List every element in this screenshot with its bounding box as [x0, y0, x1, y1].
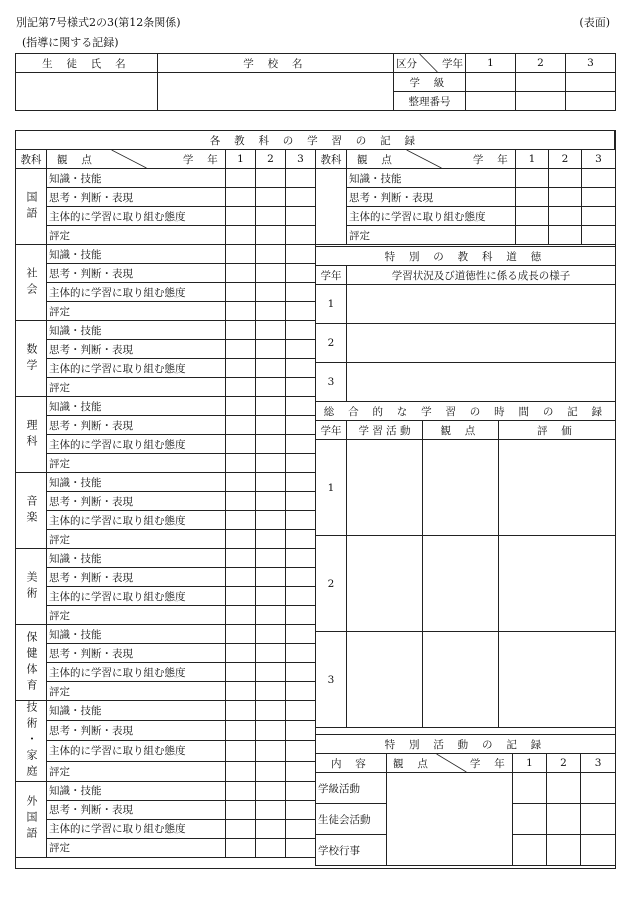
grade-cell[interactable]: [582, 207, 616, 226]
integrated-activity-header: 学 習 活 動: [347, 421, 423, 440]
special-row-label: 学級活動: [316, 773, 387, 804]
item-label: 主体的に学習に取り組む態度: [47, 819, 226, 838]
grade-cell[interactable]: [256, 492, 286, 511]
page-side-label: (表面): [579, 16, 610, 29]
seiri-label: 整理番号: [394, 92, 466, 111]
grade-cell[interactable]: [226, 663, 256, 682]
item-label: 評定: [47, 226, 226, 245]
grade-cell[interactable]: [256, 188, 286, 207]
grade-cell[interactable]: [256, 207, 286, 226]
grade-cell[interactable]: [582, 169, 616, 188]
grade-cell[interactable]: [516, 207, 549, 226]
grade-cell[interactable]: [226, 207, 256, 226]
col-subject-header: 教科: [16, 150, 47, 169]
grade-cell[interactable]: [286, 169, 316, 188]
form-title: 別記第7号様式2の3(第12条関係): [16, 16, 181, 29]
col-subject-header: 教科: [316, 150, 347, 169]
grade-cell[interactable]: [513, 773, 547, 804]
item-label: 主体的に学習に取り組む態度: [47, 741, 226, 761]
item-label: 知識・技能: [47, 701, 226, 721]
integrated-title: 総 合 的 な 学 習 の 時 間 の 記 録: [316, 402, 616, 421]
grade-cell[interactable]: [226, 435, 256, 454]
grade-cell[interactable]: [226, 549, 256, 568]
grade-cell[interactable]: [256, 378, 286, 397]
moral-grade-1-text[interactable]: [347, 285, 616, 324]
grade-cell[interactable]: [256, 169, 286, 188]
grade-cell[interactable]: [256, 701, 286, 721]
grade-cell[interactable]: [286, 454, 316, 473]
grade-cell[interactable]: [256, 663, 286, 682]
grade-cell[interactable]: [286, 682, 316, 701]
grade-cell[interactable]: [226, 397, 256, 416]
grade-cell[interactable]: [286, 264, 316, 283]
item-label: 知識・技能: [47, 245, 226, 264]
grade-cell[interactable]: [256, 838, 286, 857]
grade-cell[interactable]: [256, 416, 286, 435]
grade-cell[interactable]: [226, 606, 256, 625]
integrated-study-table: [315, 401, 616, 728]
grade-cell[interactable]: [547, 773, 581, 804]
item-label: 主体的に学習に取り組む態度: [47, 435, 226, 454]
grade-cell[interactable]: [226, 473, 256, 492]
grade-cell[interactable]: [256, 761, 286, 781]
grade-cell[interactable]: [226, 568, 256, 587]
grade-cell[interactable]: [256, 283, 286, 302]
moral-table: [315, 246, 616, 402]
item-label: 思考・判断・表現: [47, 568, 226, 587]
grade-cell[interactable]: [286, 838, 316, 857]
grade-cell[interactable]: [226, 492, 256, 511]
subject-name: 国語: [16, 169, 47, 245]
grade-cell[interactable]: [286, 359, 316, 378]
activity-cell[interactable]: [347, 632, 423, 728]
grade-cell[interactable]: [547, 804, 581, 835]
grade-cell[interactable]: [286, 473, 316, 492]
grade-3-header: 3: [566, 54, 616, 73]
item-label: 思考・判断・表現: [47, 264, 226, 283]
grade-cell[interactable]: [549, 226, 582, 245]
viewpoint-grade-header: 観 点 学 年: [347, 150, 516, 169]
grade-cell[interactable]: [286, 302, 316, 321]
grade-cell[interactable]: [286, 321, 316, 340]
item-label: 評定: [47, 530, 226, 549]
grade-cell[interactable]: [547, 835, 581, 866]
item-label: 主体的に学習に取り組む態度: [47, 283, 226, 302]
moral-grade-2: 2: [316, 324, 347, 363]
special-row-label: 学校行事: [316, 835, 387, 866]
grade-cell[interactable]: [286, 245, 316, 264]
special-row-label: 生徒会活動: [316, 804, 387, 835]
grade-cell[interactable]: [226, 378, 256, 397]
grade-cell[interactable]: [286, 701, 316, 721]
grade-cell[interactable]: [226, 226, 256, 245]
grade-cell[interactable]: [286, 226, 316, 245]
grade-cell[interactable]: [256, 781, 286, 800]
grade-cell[interactable]: [581, 835, 616, 866]
grade-cell[interactable]: [549, 207, 582, 226]
grade-cell[interactable]: [226, 819, 256, 838]
grade-cell[interactable]: [286, 761, 316, 781]
grade-3-header: 3: [581, 754, 616, 773]
grade-1-header: 1: [516, 150, 549, 169]
item-label: 主体的に学習に取り組む態度: [47, 207, 226, 226]
eval-cell[interactable]: [499, 536, 616, 632]
grade-cell[interactable]: [256, 644, 286, 663]
grade-2-header: 2: [549, 150, 582, 169]
grade-cell[interactable]: [226, 283, 256, 302]
grade-cell[interactable]: [286, 397, 316, 416]
student-name-header: 生 徒 氏 名: [16, 54, 158, 73]
grade-cell[interactable]: [286, 283, 316, 302]
grade-cell[interactable]: [226, 761, 256, 781]
integrated-grade-1: 1: [316, 440, 347, 536]
subjects-right-table: [315, 149, 616, 245]
grade-cell[interactable]: [286, 781, 316, 800]
special-title: 特 別 活 動 の 記 録: [316, 735, 616, 754]
grade-cell[interactable]: [286, 606, 316, 625]
grade-cell[interactable]: [256, 454, 286, 473]
subject-name: 外国語: [16, 781, 47, 857]
moral-grade-2-text[interactable]: [347, 324, 616, 363]
grade-1-header: 1: [466, 54, 516, 73]
eval-cell[interactable]: [499, 632, 616, 728]
grade-cell[interactable]: [256, 530, 286, 549]
extra-subject-cell[interactable]: [316, 169, 347, 245]
grade-cell[interactable]: [513, 804, 547, 835]
subjects-record-title: 各 教 科 の 学 習 の 記 録: [15, 130, 615, 150]
item-label: 知識・技能: [347, 169, 516, 188]
grade-cell[interactable]: [226, 302, 256, 321]
grade-cell[interactable]: [226, 454, 256, 473]
grade-cell[interactable]: [286, 819, 316, 838]
moral-title: 特 別 の 教 科 道 徳: [316, 247, 616, 266]
item-label: 評定: [47, 378, 226, 397]
item-label: 知識・技能: [47, 549, 226, 568]
subject-name: 音楽: [16, 473, 47, 549]
grade-cell[interactable]: [513, 835, 547, 866]
activity-cell[interactable]: [347, 440, 423, 536]
grade-cell[interactable]: [256, 340, 286, 359]
item-label: 思考・判断・表現: [47, 340, 226, 359]
grade-cell[interactable]: [256, 549, 286, 568]
subjects-left-table: [15, 149, 316, 858]
class-g1[interactable]: [466, 73, 516, 92]
item-label: 評定: [47, 606, 226, 625]
subject-name: 美術: [16, 549, 47, 625]
grade-cell[interactable]: [226, 321, 256, 340]
item-label: 思考・判断・表現: [47, 492, 226, 511]
special-content-header: 内 容: [316, 754, 387, 773]
item-label: 評定: [47, 302, 226, 321]
item-label: 主体的に学習に取り組む態度: [47, 511, 226, 530]
item-label: 知識・技能: [47, 781, 226, 800]
special-viewpoint-cell[interactable]: [387, 773, 513, 866]
grade-cell[interactable]: [286, 378, 316, 397]
grade-2-header: 2: [547, 754, 581, 773]
moral-content-header: 学習状況及び道徳性に係る成長の様子: [347, 266, 616, 285]
grade-cell[interactable]: [256, 359, 286, 378]
item-label: 評定: [47, 682, 226, 701]
moral-grade-1: 1: [316, 285, 347, 324]
grade-cell[interactable]: [256, 800, 286, 819]
class-label: 学 級: [394, 73, 466, 92]
integrated-grade-3: 3: [316, 632, 347, 728]
grade-cell[interactable]: [286, 568, 316, 587]
item-label: 思考・判断・表現: [47, 416, 226, 435]
item-label: 思考・判断・表現: [47, 644, 226, 663]
grade-cell[interactable]: [256, 473, 286, 492]
item-label: 思考・判断・表現: [47, 188, 226, 207]
special-viewpoint-grade-header: 観 点 学 年: [387, 754, 513, 773]
grade-cell[interactable]: [226, 359, 256, 378]
grade-cell[interactable]: [226, 800, 256, 819]
grade-cell[interactable]: [286, 207, 316, 226]
integrated-viewpoint-header: 観 点: [423, 421, 499, 440]
student-name-field[interactable]: [16, 73, 158, 111]
grade-cell[interactable]: [226, 188, 256, 207]
grade-cell[interactable]: [286, 663, 316, 682]
grade-cell[interactable]: [286, 435, 316, 454]
grade-1-header: 1: [513, 754, 547, 773]
grade-cell[interactable]: [256, 264, 286, 283]
moral-grade-3-text[interactable]: [347, 363, 616, 402]
item-label: 知識・技能: [47, 397, 226, 416]
seiri-g2[interactable]: [516, 92, 566, 111]
grade-cell[interactable]: [286, 511, 316, 530]
grade-cell[interactable]: [256, 741, 286, 761]
grade-cell[interactable]: [256, 397, 286, 416]
item-label: 思考・判断・表現: [47, 800, 226, 819]
grade-3-header: 3: [582, 150, 616, 169]
item-label: 主体的に学習に取り組む態度: [347, 207, 516, 226]
grade-cell[interactable]: [226, 340, 256, 359]
grade-cell[interactable]: [286, 721, 316, 741]
item-label: 主体的に学習に取り組む態度: [47, 663, 226, 682]
class-g3[interactable]: [566, 73, 616, 92]
grade-cell[interactable]: [226, 416, 256, 435]
item-label: 主体的に学習に取り組む態度: [47, 587, 226, 606]
grade-cell[interactable]: [256, 511, 286, 530]
grade-cell[interactable]: [226, 838, 256, 857]
grade-cell[interactable]: [256, 435, 286, 454]
activity-cell[interactable]: [347, 536, 423, 632]
grade-cell[interactable]: [226, 245, 256, 264]
integrated-grade-2: 2: [316, 536, 347, 632]
eval-cell[interactable]: [499, 440, 616, 536]
grade-cell[interactable]: [581, 773, 616, 804]
grade-cell[interactable]: [226, 781, 256, 800]
grade-cell[interactable]: [549, 188, 582, 207]
grade-cell[interactable]: [256, 321, 286, 340]
subject-name: 理科: [16, 397, 47, 473]
viewpoint-grade-header: 観 点 学 年: [47, 150, 226, 169]
grade-cell[interactable]: [516, 169, 549, 188]
grade-cell[interactable]: [286, 416, 316, 435]
grade-cell[interactable]: [582, 226, 616, 245]
grade-cell[interactable]: [226, 701, 256, 721]
grade-cell[interactable]: [516, 188, 549, 207]
grade-cell[interactable]: [256, 625, 286, 644]
form-subtitle: (指導に関する記録): [22, 36, 119, 49]
moral-grade-header: 学年: [316, 266, 347, 285]
integrated-grade-header: 学年: [316, 421, 347, 440]
special-activities-table: [315, 734, 616, 866]
viewpoint-cell[interactable]: [423, 440, 499, 536]
viewpoint-cell[interactable]: [423, 536, 499, 632]
grade-2-header: 2: [256, 150, 286, 169]
grade-cell[interactable]: [256, 245, 286, 264]
item-label: 知識・技能: [47, 169, 226, 188]
item-label: 評定: [347, 226, 516, 245]
grade-cell[interactable]: [226, 721, 256, 741]
item-label: 評定: [47, 838, 226, 857]
grade-cell[interactable]: [256, 819, 286, 838]
grade-cell[interactable]: [226, 264, 256, 283]
grade-cell[interactable]: [286, 340, 316, 359]
student-info-table: [15, 53, 616, 111]
grade-cell[interactable]: [286, 530, 316, 549]
integrated-eval-header: 評 価: [499, 421, 616, 440]
grade-cell[interactable]: [256, 721, 286, 741]
grade-cell[interactable]: [226, 741, 256, 761]
item-label: 知識・技能: [47, 321, 226, 340]
grade-2-header: 2: [516, 54, 566, 73]
grade-cell[interactable]: [226, 644, 256, 663]
grade-cell[interactable]: [226, 587, 256, 606]
viewpoint-cell[interactable]: [423, 632, 499, 728]
grade-cell[interactable]: [226, 530, 256, 549]
grade-cell[interactable]: [256, 682, 286, 701]
seiri-g3[interactable]: [566, 92, 616, 111]
grade-cell[interactable]: [256, 302, 286, 321]
grade-cell[interactable]: [286, 492, 316, 511]
grade-cell[interactable]: [286, 741, 316, 761]
school-name-header: 学 校 名: [158, 54, 394, 73]
grade-cell[interactable]: [256, 587, 286, 606]
item-label: 評定: [47, 761, 226, 781]
item-label: 思考・判断・表現: [347, 188, 516, 207]
kubun-gakunen-header: 区分 学年: [394, 54, 466, 73]
subject-name: 社会: [16, 245, 47, 321]
grade-cell[interactable]: [226, 682, 256, 701]
item-label: 主体的に学習に取り組む態度: [47, 359, 226, 378]
grade-cell[interactable]: [286, 549, 316, 568]
grade-cell[interactable]: [256, 226, 286, 245]
subject-name: 技術・家庭: [16, 701, 47, 782]
grade-cell[interactable]: [286, 625, 316, 644]
grade-cell[interactable]: [226, 625, 256, 644]
subject-name: 保健体育: [16, 625, 47, 701]
grade-cell[interactable]: [286, 587, 316, 606]
grade-cell[interactable]: [256, 606, 286, 625]
grade-cell[interactable]: [256, 568, 286, 587]
grade-cell[interactable]: [226, 511, 256, 530]
subject-name: 数学: [16, 321, 47, 397]
grade-cell[interactable]: [581, 804, 616, 835]
grade-cell[interactable]: [516, 226, 549, 245]
grade-cell[interactable]: [286, 644, 316, 663]
seiri-g1[interactable]: [466, 92, 516, 111]
grade-cell[interactable]: [286, 800, 316, 819]
school-name-field[interactable]: [158, 73, 394, 111]
item-label: 評定: [47, 454, 226, 473]
grade-cell[interactable]: [226, 169, 256, 188]
item-label: 知識・技能: [47, 473, 226, 492]
class-g2[interactable]: [516, 73, 566, 92]
grade-cell[interactable]: [582, 188, 616, 207]
item-label: 思考・判断・表現: [47, 721, 226, 741]
item-label: 知識・技能: [47, 625, 226, 644]
moral-grade-3: 3: [316, 363, 347, 402]
grade-3-header: 3: [286, 150, 316, 169]
grade-1-header: 1: [226, 150, 256, 169]
grade-cell[interactable]: [549, 169, 582, 188]
grade-cell[interactable]: [286, 188, 316, 207]
